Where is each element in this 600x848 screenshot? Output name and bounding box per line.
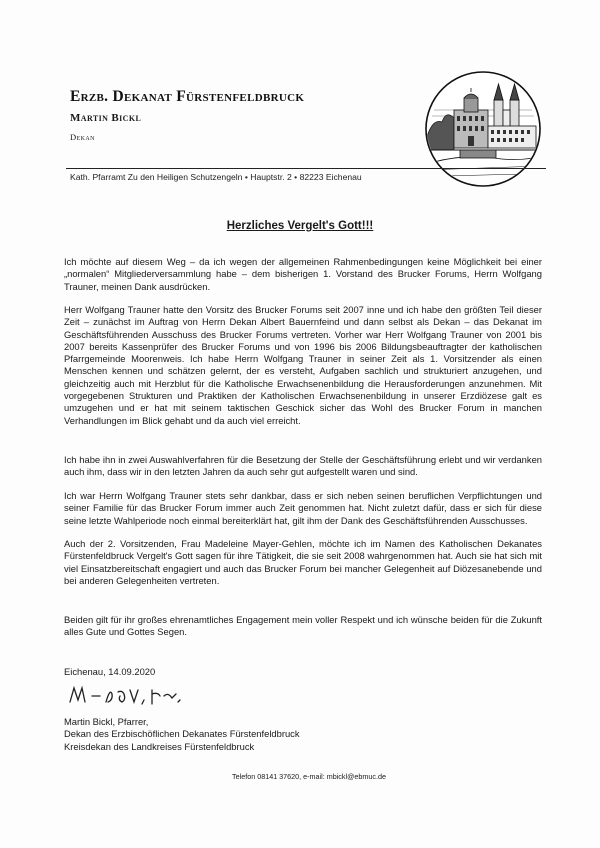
signer-line: Dekan des Erzbischöflichen Dekanates Fürstenfeldbruck bbox=[64, 728, 300, 740]
header-divider bbox=[66, 168, 546, 169]
signer-line: Kreisdekan des Landkreises Fürstenfeldbruck bbox=[64, 740, 255, 752]
letter-paragraph: Ich war Herrn Wolfgang Trauner stets sehr dankbar, dass er sich neben seinen beruflichen Verpflichtungen und seiner Familie für das Brucker Forum immer auch Zeit genommen hat. Nicht zuletzt dafür, dass er sich für diese seine letzte Wahlperiode noch einmal bereiterklärt hat, gilt ihm der Dank des Geschäftsführenden Ausschusses. bbox=[64, 490, 542, 526]
letter-paragraph: Ich habe ihn in zwei Auswahlverfahren für die Besetzung der Stelle der Geschäftsführung erlebt und wir verdanken auch ihm, dass wir in den letzten Jahren da auch sehr gut aufgestellt waren und sind. bbox=[64, 454, 542, 478]
parish-address: Kath. Pfarramt Zu den Heiligen Schutzengeln • Hauptstr. 2 • 82223 Eichenau bbox=[70, 172, 362, 182]
sender-role: Dekan bbox=[70, 132, 95, 142]
contact-footer: Telefon 08141 37620, e-mail: mbickl@ebmuc.de bbox=[232, 772, 386, 781]
letter-paragraph: Ich möchte auf diesem Weg – da ich wegen der allgemeinen Rahmenbedingungen keine Möglichkeit bei einer „normalen“ Mitgliederversammlung habe – dem bisherigen 1. Vorstand des Brucker Forums, Herrn Wolfgang Trauner, meinen Dank ausdrücken. bbox=[64, 256, 542, 292]
handwritten-signature bbox=[66, 682, 246, 708]
letter-date: Eichenau, 14.09.2020 bbox=[64, 666, 156, 677]
sender-name: Martin Bickl bbox=[70, 112, 142, 124]
organization-name: Erzb. Dekanat Fürstenfeldbruck bbox=[70, 88, 305, 105]
letter-paragraph: Auch der 2. Vorsitzenden, Frau Madeleine Mayer-Gehlen, möchte ich im Namen des Katholischen Dekanates Fürstenfeldbruck Vergelt's Gott sagen für ihre Tätigkeit, die sie seit 2008 wahrgenommen hat. Auch sie hat sich mit viel Einsatzbereitschaft engagiert und auch das Brucker Forum bei mancher Gelegenheit auf Diözesanebende und bei anderen Gelegenheiten vertreten. bbox=[64, 538, 542, 586]
letter-paragraph: Herr Wolfgang Trauner hatte den Vorsitz des Brucker Forums seit 2007 inne und ich habe den größten Teil dieser Zeit – zunächst im Auftrag von Herrn Dekan Albert Bauernfeind und dann selbst als Dekan – das Dekanat im Geschäftsführenden Ausschuss des Brucker Forums vertreten. Vorher war Herr Wolfgang Trauner von 2001 bis 2007 bereits Kassenprüfer des Brucker Forums und von 1996 bis 2006 Bildungsbeauftragter der katholischen Pfarrgemeinde Moorenweis. Ich habe Herrn Wolfgang Trauner in seiner Zeit als 1. Vorsitzender als einen Menschen kennen und schätzen gelernt, der es versteht, Aufgaben sachlich und strukturiert anzugehen, und gleichzeitig auch mit Herzblut für die Katholische Erwachsenenbildung die Herausforderungen anzunehmen. Mit vorgegebenen Strukturen und Praktiken der Katholischen Erwachsenenbildung in unserer Erzdiözese galt es umzugehen und er hat mit seinem taktischen Geschick sicher das Wohl des Brucker Forum in manchen Verhandlungen im Blick gehabt und da auch viel erreicht. bbox=[64, 304, 542, 426]
signer-details bbox=[64, 716, 300, 753]
church-building-seal-icon bbox=[424, 70, 542, 188]
letter-paragraph: Beiden gilt für ihr großes ehrenamtliches Engagement mein voller Respekt und ich wünsche beiden für die Zukunft alles Gute und Gottes Segen. bbox=[64, 614, 542, 638]
signer-line: Martin Bickl, Pfarrer, bbox=[64, 716, 149, 727]
letter-title: Herzliches Vergelt's Gott!!! bbox=[226, 220, 374, 232]
